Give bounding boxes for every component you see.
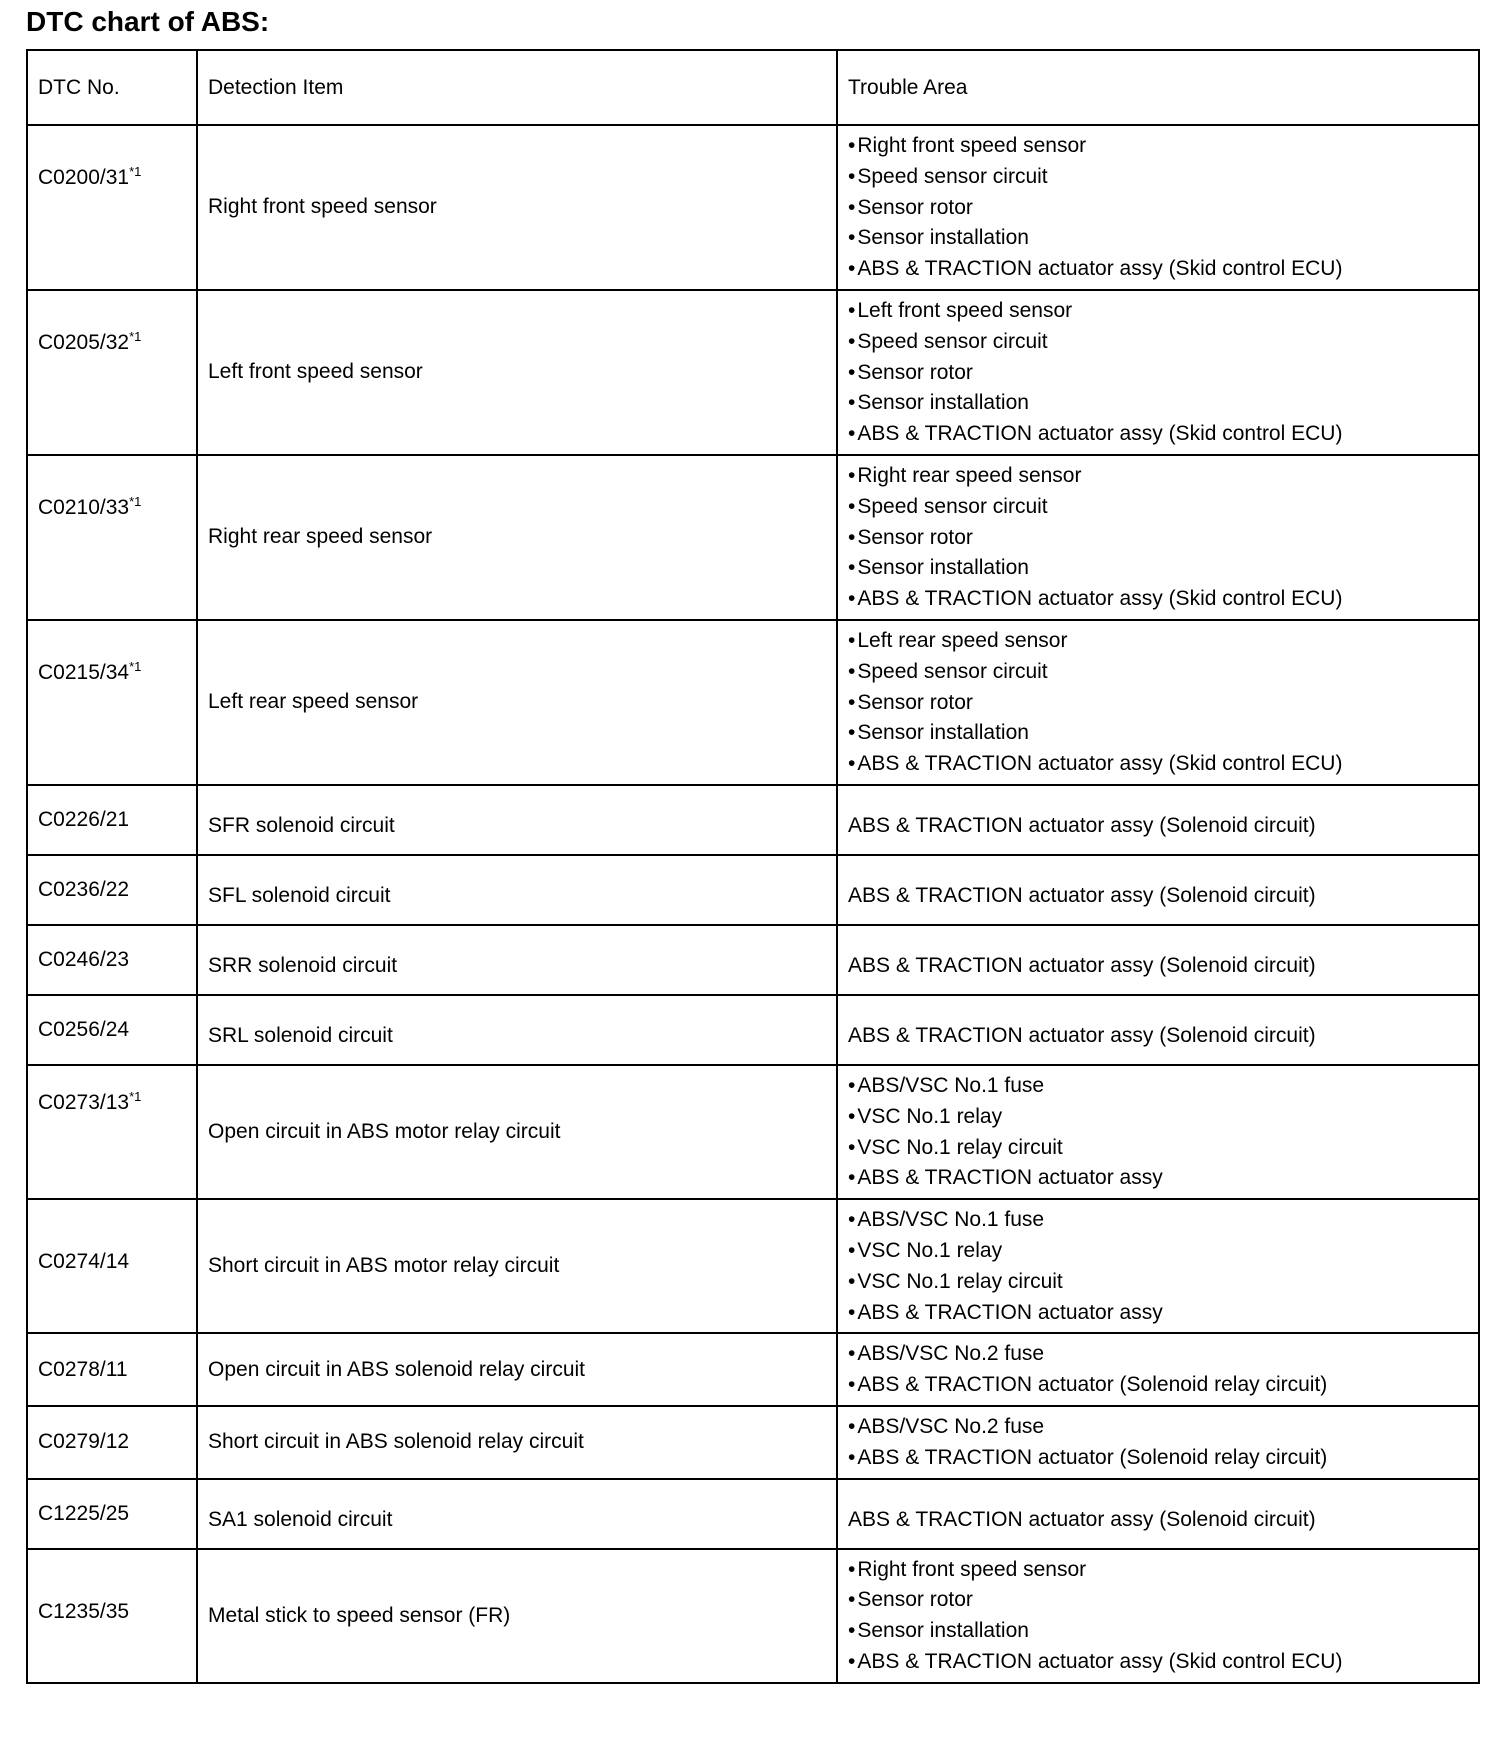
trouble-area-cell: [837, 1333, 1479, 1406]
trouble-area-item: • Sensor rotor: [848, 193, 1468, 224]
dtc-code-cell: [27, 1333, 197, 1406]
trouble-area-item: • ABS & TRACTION actuator assy (Skid control ECU): [848, 749, 1468, 780]
dtc-code-cell: [27, 1065, 197, 1199]
table-row: [27, 995, 1479, 1065]
trouble-area-list: [848, 456, 1468, 619]
table-row: [27, 1549, 1479, 1683]
dtc-code: C0236/22: [38, 877, 130, 901]
table-row: [27, 1199, 1479, 1333]
trouble-area-item: • ABS & TRACTION actuator assy (Skid control ECU): [848, 1647, 1468, 1678]
table-row: [27, 620, 1479, 785]
table-row: [27, 290, 1479, 455]
trouble-area-list: [848, 1066, 1468, 1198]
dtc-code: C0273/13: [38, 1091, 130, 1115]
trouble-area-item: • Left rear speed sensor: [848, 626, 1468, 657]
detection-item: Open circuit in ABS motor relay circuit: [197, 1065, 837, 1199]
table-row: [27, 1065, 1479, 1199]
trouble-area-item: • VSC No.1 relay: [848, 1236, 1468, 1267]
trouble-area-item: • Left front speed sensor: [848, 296, 1468, 327]
trouble-area-text: ABS & TRACTION actuator assy (Solenoid circuit): [848, 813, 1316, 837]
detection-item: SRR solenoid circuit: [197, 925, 837, 995]
trouble-area-item: • ABS & TRACTION actuator assy (Skid control ECU): [848, 254, 1468, 285]
dtc-code: C0279/12: [38, 1430, 130, 1454]
trouble-area-item: • Sensor installation: [848, 223, 1468, 254]
dtc-code: C0256/24: [38, 1017, 130, 1041]
dtc-code: C0215/34: [38, 661, 130, 685]
table-body: [27, 125, 1479, 1683]
detection-item: SFR solenoid circuit: [197, 785, 837, 855]
footnote-marker: *1: [129, 659, 142, 675]
column-header-detection-item: Detection Item: [197, 50, 837, 125]
trouble-area-item: • ABS/VSC No.1 fuse: [848, 1071, 1468, 1102]
trouble-area-item: • Sensor installation: [848, 718, 1468, 749]
trouble-area-item: • Right rear speed sensor: [848, 461, 1468, 492]
trouble-area-item: • Sensor rotor: [848, 1585, 1468, 1616]
dtc-code-cell: [27, 290, 197, 455]
footnote-marker: *1: [129, 329, 142, 345]
table-row: [27, 1479, 1479, 1549]
trouble-area-cell: [837, 855, 1479, 925]
detection-item: Metal stick to speed sensor (FR): [197, 1549, 837, 1683]
detection-item: Right front speed sensor: [197, 125, 837, 290]
trouble-area-item: • Sensor rotor: [848, 523, 1468, 554]
column-header-dtc-no: DTC No.: [27, 50, 197, 125]
trouble-area-item: • Sensor rotor: [848, 688, 1468, 719]
trouble-area-cell: [837, 1199, 1479, 1333]
detection-item: Short circuit in ABS motor relay circuit: [197, 1199, 837, 1333]
trouble-area-list: [848, 1200, 1468, 1332]
table-row: [27, 1333, 1479, 1406]
detection-item: SA1 solenoid circuit: [197, 1479, 837, 1549]
dtc-code-cell: [27, 1549, 197, 1683]
trouble-area-item: • ABS & TRACTION actuator (Solenoid relay circuit): [848, 1370, 1468, 1401]
trouble-area-cell: [837, 1479, 1479, 1549]
trouble-area-cell: [837, 290, 1479, 455]
trouble-area-cell: [837, 620, 1479, 785]
trouble-area-list: [848, 1407, 1468, 1478]
dtc-code: C0200/31: [38, 166, 130, 190]
trouble-area-text: ABS & TRACTION actuator assy (Solenoid circuit): [848, 1023, 1316, 1047]
detection-item: Right rear speed sensor: [197, 455, 837, 620]
trouble-area-item: • Sensor rotor: [848, 358, 1468, 389]
dtc-code: C1225/25: [38, 1501, 130, 1525]
dtc-code-cell: [27, 125, 197, 290]
dtc-code: C0205/32: [38, 331, 130, 355]
footnote-marker: *1: [129, 1089, 142, 1105]
detection-item: Short circuit in ABS solenoid relay circuit: [197, 1406, 837, 1479]
detection-item: Open circuit in ABS solenoid relay circuit: [197, 1333, 837, 1406]
table-row: [27, 925, 1479, 995]
trouble-area-item: • ABS & TRACTION actuator assy (Skid control ECU): [848, 419, 1468, 450]
trouble-area-text: ABS & TRACTION actuator assy (Solenoid circuit): [848, 883, 1316, 907]
trouble-area-item: • ABS/VSC No.2 fuse: [848, 1339, 1468, 1370]
detection-item: Left rear speed sensor: [197, 620, 837, 785]
table-row: [27, 125, 1479, 290]
dtc-code-cell: [27, 1199, 197, 1333]
trouble-area-item: • Speed sensor circuit: [848, 162, 1468, 193]
trouble-area-text: ABS & TRACTION actuator assy (Solenoid circuit): [848, 1507, 1316, 1531]
dtc-code-cell: [27, 620, 197, 785]
trouble-area-item: • Right front speed sensor: [848, 1555, 1468, 1586]
dtc-code: C1235/35: [38, 1599, 130, 1623]
dtc-code: C0278/11: [38, 1357, 128, 1381]
dtc-code-cell: [27, 855, 197, 925]
trouble-area-list: [848, 1334, 1468, 1405]
column-header-trouble-area: Trouble Area: [837, 50, 1479, 125]
trouble-area-cell: [837, 925, 1479, 995]
trouble-area-cell: [837, 1549, 1479, 1683]
trouble-area-item: • VSC No.1 relay circuit: [848, 1267, 1468, 1298]
trouble-area-cell: [837, 125, 1479, 290]
dtc-code-cell: [27, 455, 197, 620]
trouble-area-item: • Right front speed sensor: [848, 131, 1468, 162]
trouble-area-cell: [837, 1406, 1479, 1479]
trouble-area-item: • ABS/VSC No.2 fuse: [848, 1412, 1468, 1443]
trouble-area-list: [848, 291, 1468, 454]
dtc-code-cell: [27, 925, 197, 995]
trouble-area-item: • ABS/VSC No.1 fuse: [848, 1205, 1468, 1236]
trouble-area-list: [848, 621, 1468, 784]
table-row: [27, 1406, 1479, 1479]
page-title: DTC chart of ABS:: [26, 6, 270, 37]
detection-item: SFL solenoid circuit: [197, 855, 837, 925]
trouble-area-item: • VSC No.1 relay: [848, 1102, 1468, 1133]
trouble-area-item: • Speed sensor circuit: [848, 492, 1468, 523]
trouble-area-cell: [837, 995, 1479, 1065]
dtc-code-cell: [27, 995, 197, 1065]
dtc-code-cell: [27, 1479, 197, 1549]
footnote-marker: *1: [129, 164, 142, 180]
trouble-area-cell: [837, 455, 1479, 620]
trouble-area-cell: [837, 785, 1479, 855]
trouble-area-text: ABS & TRACTION actuator assy (Solenoid circuit): [848, 953, 1316, 977]
detection-item: SRL solenoid circuit: [197, 995, 837, 1065]
dtc-code: C0226/21: [38, 807, 130, 831]
footnote-marker: *1: [129, 494, 142, 510]
trouble-area-item: • Speed sensor circuit: [848, 327, 1468, 358]
dtc-code: C0246/23: [38, 947, 130, 971]
trouble-area-item: • Sensor installation: [848, 553, 1468, 584]
trouble-area-item: • ABS & TRACTION actuator assy (Skid control ECU): [848, 584, 1468, 615]
trouble-area-list: [848, 126, 1468, 289]
dtc-table: [26, 49, 1480, 1684]
table-row: [27, 855, 1479, 925]
trouble-area-item: • Sensor installation: [848, 1616, 1468, 1647]
trouble-area-item: • VSC No.1 relay circuit: [848, 1133, 1468, 1164]
dtc-code: C0274/14: [38, 1250, 130, 1274]
dtc-code-cell: [27, 1406, 197, 1479]
trouble-area-item: • ABS & TRACTION actuator assy: [848, 1163, 1468, 1194]
trouble-area-list: [848, 1550, 1468, 1682]
trouble-area-item: • Speed sensor circuit: [848, 657, 1468, 688]
detection-item: Left front speed sensor: [197, 290, 837, 455]
trouble-area-cell: [837, 1065, 1479, 1199]
table-row: [27, 785, 1479, 855]
table-header-row: [27, 50, 1479, 125]
dtc-code: C0210/33: [38, 496, 130, 520]
trouble-area-item: • Sensor installation: [848, 388, 1468, 419]
trouble-area-item: • ABS & TRACTION actuator assy: [848, 1298, 1468, 1329]
trouble-area-item: • ABS & TRACTION actuator (Solenoid relay circuit): [848, 1443, 1468, 1474]
dtc-code-cell: [27, 785, 197, 855]
table-row: [27, 455, 1479, 620]
